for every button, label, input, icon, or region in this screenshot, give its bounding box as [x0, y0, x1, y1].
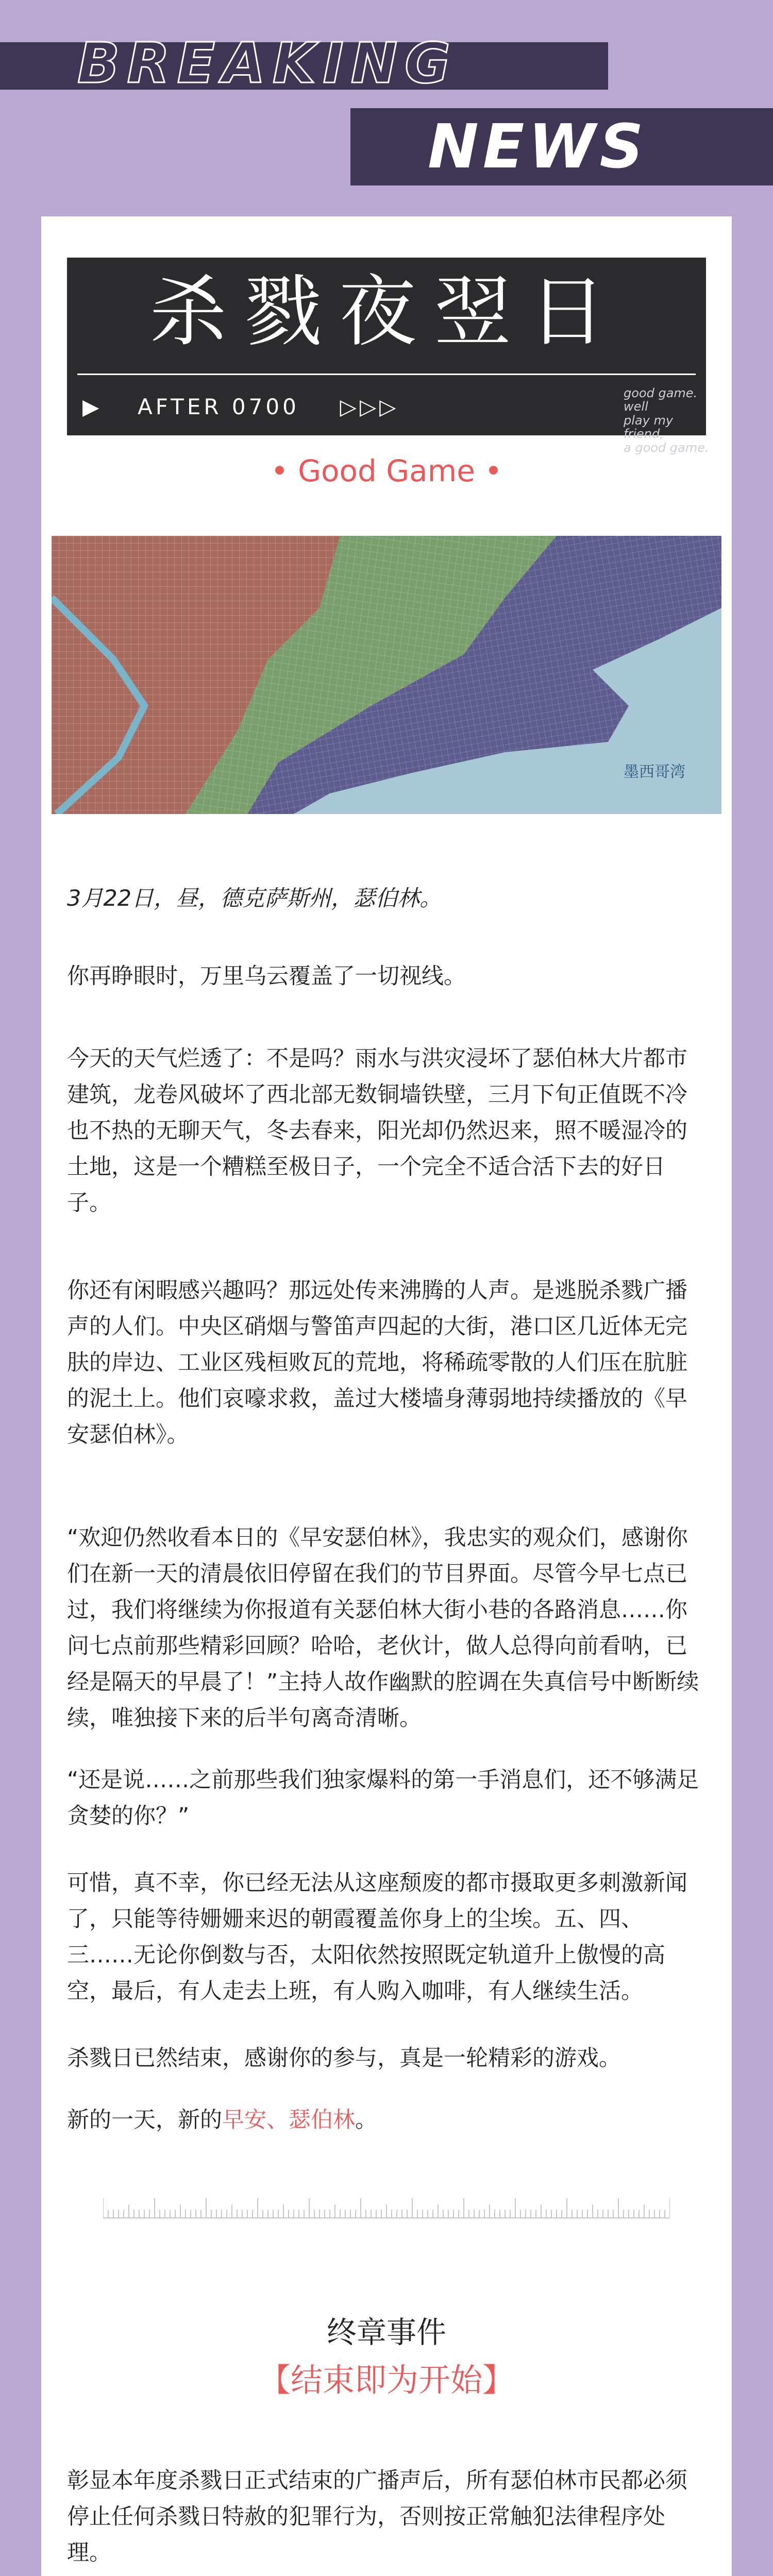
subtitle: • Good Game • [271, 453, 502, 488]
page-title: 杀戮夜翌日 [149, 267, 624, 357]
ruler-divider [103, 2195, 670, 2226]
epilogue-subtitle: 【结束即为开始】 [258, 2361, 514, 2399]
header [0, 0, 773, 216]
arrows-icon: ▷▷▷ [340, 394, 399, 419]
map-label: 墨西哥湾 [624, 763, 685, 781]
paragraph: 可惜，真不幸，你已经无法从这座颓废的都市摄取更多刺激新闻了，只能等待姗姗来迟的朝霞覆盖你身上的尘埃。五、四、三……无论你倒数与否，太阳依然按照既定轨道升上傲慢的高空，最后，有人走去上班，有人购入咖啡，有人继续生活。 [67, 1870, 687, 2004]
paragraph: 你再睁眼时，万里乌云覆盖了一切视线。 [67, 963, 466, 989]
side-note-line: play my friend, [624, 413, 674, 442]
breaking-wordmark: BREAKING [77, 31, 458, 96]
title-divider [77, 374, 696, 375]
after-time: AFTER 0700 [138, 394, 299, 419]
epilogue-title: 终章事件 [326, 2315, 446, 2350]
paragraph: 今天的天气烂透了：不是吗？雨水与洪灾浸坏了瑟伯林大片都市建筑，龙卷风破坏了西北部无数铜墙铁壁，三月下旬正值既不冷也不热的无聊天气，冬去春来，阳光却仍然迟来，照不暖湿冷的土地，这是一个糟糕至极日子，一个完全不适合活下去的好日子。 [67, 1046, 687, 1216]
paragraph: “还是说……之前那些我们独家爆料的第一手消息们，还不够满足贪婪的你？” [67, 1767, 699, 1829]
city-map [52, 536, 721, 814]
news-wordmark: NEWS [428, 111, 648, 182]
side-note-line: good game. well [624, 386, 698, 414]
epilogue-paragraph: 彰显本年度杀戮日正式结束的广播声后，所有瑟伯林市民都必须停止任何杀戮日特赦的犯罪行为，否则按正常触犯法律程序处理。 [67, 2468, 687, 2566]
dateline: 3月22日，昼，德克萨斯州，瑟伯林。 [67, 886, 442, 911]
paragraph: “欢迎仍然收看本日的《早安瑟伯林》，我忠实的观众们，感谢你们在新一天的清晨依旧停留在我们的节目界面。尽管今早七点已过，我们将继续为你报道有关瑟伯林大街小巷的各路消息……你问七点前那些精彩回顾？哈哈，老伙计，做人总得向前看呐，已经是隔天的早晨了！”主持人故作幽默的腔调在失真信号中断断续续，唯独接下来的后半句离奇清晰。 [67, 1525, 699, 1731]
closing-prefix: 新的一天，新的 [67, 2107, 222, 2133]
paragraph: 杀戮日已然结束，感谢你的参与，真是一轮精彩的游戏。 [67, 2045, 621, 2071]
closing-paragraph [67, 2102, 706, 2138]
closing-highlight: 早安、瑟伯林 [222, 2107, 355, 2133]
side-note [624, 386, 711, 454]
article-card [41, 216, 732, 2576]
play-arrow-icon: ▶ [82, 394, 103, 419]
side-note-line: a good game. [624, 440, 709, 455]
paragraph: 你还有闲暇感兴趣吗？那远处传来沸腾的人声。是逃脱杀戮广播声的人们。中央区硝烟与警笛声四起的大街，港口区几近体无完肤的岸边、工业区残桓败瓦的荒地，将稀疏零散的人们压在肮脏的泥土上。他们哀嚎求救，盖过大楼墙身薄弱地持续播放的《早安瑟伯林》。 [67, 1278, 687, 1448]
closing-suffix: 。 [355, 2107, 377, 2133]
title-block [67, 258, 709, 455]
after-line [82, 394, 399, 419]
